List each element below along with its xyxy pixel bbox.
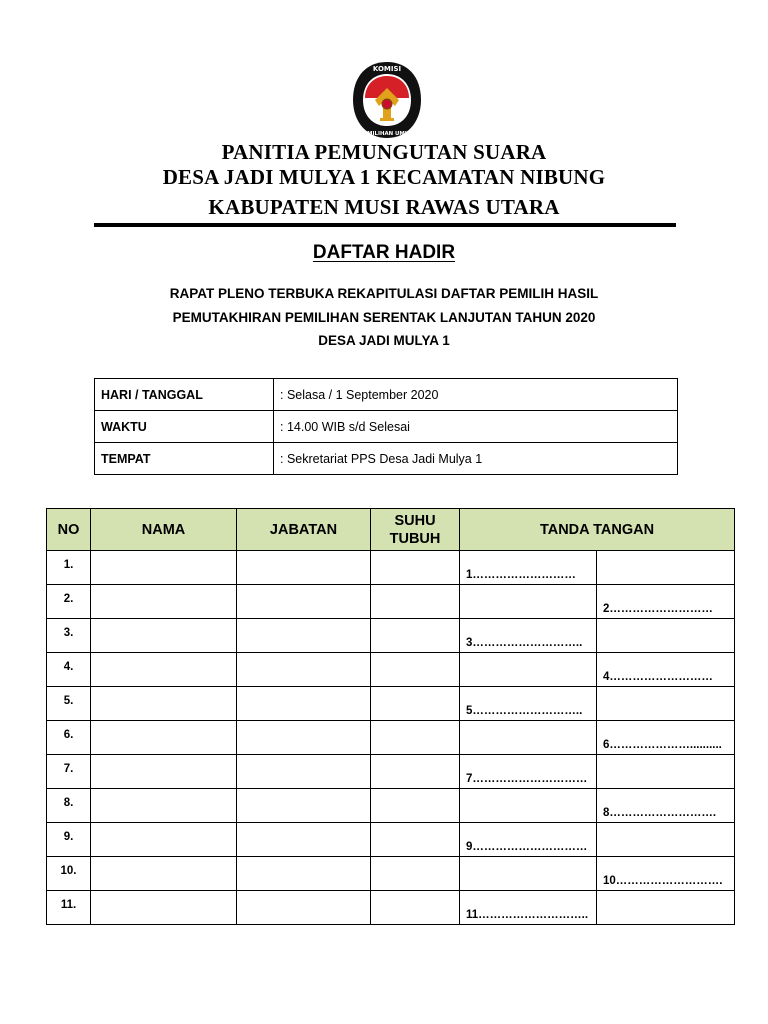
- attendance-row: [47, 619, 735, 653]
- jabatan-cell[interactable]: [237, 551, 371, 585]
- row-number: 11.: [47, 891, 91, 925]
- suhu-cell[interactable]: [371, 619, 460, 653]
- jabatan-cell[interactable]: [237, 789, 371, 823]
- signature-left-cell[interactable]: [460, 585, 597, 619]
- nama-cell[interactable]: [91, 823, 237, 857]
- row-number: 6.: [47, 721, 91, 755]
- row-number: 2.: [47, 585, 91, 619]
- signature-left-cell[interactable]: [460, 857, 597, 891]
- suhu-cell[interactable]: [371, 551, 460, 585]
- info-value: : 14.00 WIB s/d Selesai: [274, 411, 678, 443]
- suhu-cell[interactable]: [371, 687, 460, 721]
- info-value: : Sekretariat PPS Desa Jadi Mulya 1: [274, 443, 678, 475]
- col-header-no: NO: [47, 509, 91, 551]
- signature-right-cell[interactable]: [597, 755, 735, 789]
- signature-right-cell[interactable]: 6…………………..........: [597, 721, 735, 755]
- header-line-2: DESA JADI MULYA 1 KECAMATAN NIBUNG: [162, 165, 606, 189]
- logo-top-text: KOMISI: [372, 65, 402, 73]
- attendance-row: [47, 721, 735, 755]
- signature-right-cell[interactable]: 8……………………….: [597, 789, 735, 823]
- page-title: DAFTAR HADIR: [312, 242, 456, 263]
- attendance-table: [46, 508, 735, 925]
- attendance-row: [47, 857, 735, 891]
- row-number: 7.: [47, 755, 91, 789]
- attendance-row: [47, 891, 735, 925]
- info-label: WAKTU: [95, 411, 274, 443]
- nama-cell[interactable]: [91, 755, 237, 789]
- col-header-tanda-tangan: TANDA TANGAN: [460, 509, 735, 551]
- row-number: 3.: [47, 619, 91, 653]
- jabatan-cell[interactable]: [237, 891, 371, 925]
- subtitle-line-3: DESA JADI MULYA 1: [318, 333, 450, 348]
- attendance-row: [47, 687, 735, 721]
- row-number: 8.: [47, 789, 91, 823]
- suhu-cell[interactable]: [371, 755, 460, 789]
- nama-cell[interactable]: [91, 857, 237, 891]
- nama-cell[interactable]: [91, 585, 237, 619]
- signature-right-cell[interactable]: [597, 619, 735, 653]
- jabatan-cell[interactable]: [237, 721, 371, 755]
- header-line-3: KABUPATEN MUSI RAWAS UTARA: [208, 195, 560, 219]
- jabatan-cell[interactable]: [237, 585, 371, 619]
- row-number: 5.: [47, 687, 91, 721]
- nama-cell[interactable]: [91, 687, 237, 721]
- jabatan-cell[interactable]: [237, 755, 371, 789]
- attendance-row: [47, 653, 735, 687]
- suhu-cell[interactable]: [371, 653, 460, 687]
- signature-left-cell[interactable]: 7…………………………: [460, 755, 597, 789]
- jabatan-cell[interactable]: [237, 619, 371, 653]
- info-value: : Selasa / 1 September 2020: [274, 379, 678, 411]
- jabatan-cell[interactable]: [237, 687, 371, 721]
- row-number: 10.: [47, 857, 91, 891]
- signature-right-cell[interactable]: 2………………………: [597, 585, 735, 619]
- signature-left-cell[interactable]: 3………………………..: [460, 619, 597, 653]
- suhu-cell[interactable]: [371, 857, 460, 891]
- signature-left-cell[interactable]: 9…………………………: [460, 823, 597, 857]
- info-row-time: [95, 411, 678, 443]
- info-label: HARI / TANGGAL: [95, 379, 274, 411]
- attendance-row: [47, 551, 735, 585]
- nama-cell[interactable]: [91, 891, 237, 925]
- jabatan-cell[interactable]: [237, 857, 371, 891]
- info-row-place: [95, 443, 678, 475]
- col-header-suhu: SUHU TUBUH: [371, 509, 460, 551]
- kpu-logo: [349, 60, 425, 140]
- suhu-cell[interactable]: [371, 891, 460, 925]
- attendance-row: [47, 755, 735, 789]
- nama-cell[interactable]: [91, 551, 237, 585]
- signature-right-cell[interactable]: 10……………………….: [597, 857, 735, 891]
- subtitle-line-2: PEMUTAKHIRAN PEMILIHAN SERENTAK LANJUTAN TAHUN 2020: [172, 310, 596, 325]
- suhu-cell[interactable]: [371, 823, 460, 857]
- col-header-nama: NAMA: [91, 509, 237, 551]
- attendance-header-row: [47, 509, 735, 551]
- meeting-info-table: [94, 378, 678, 475]
- jabatan-cell[interactable]: [237, 653, 371, 687]
- suhu-cell[interactable]: [371, 789, 460, 823]
- jabatan-cell[interactable]: [237, 823, 371, 857]
- row-number: 1.: [47, 551, 91, 585]
- attendance-row: [47, 789, 735, 823]
- nama-cell[interactable]: [91, 653, 237, 687]
- logo-bottom-text: PEMILIHAN UMUM: [359, 131, 415, 137]
- signature-right-cell[interactable]: [597, 551, 735, 585]
- signature-left-cell[interactable]: [460, 721, 597, 755]
- signature-left-cell[interactable]: 5………………………..: [460, 687, 597, 721]
- row-number: 4.: [47, 653, 91, 687]
- suhu-cell[interactable]: [371, 721, 460, 755]
- nama-cell[interactable]: [91, 619, 237, 653]
- signature-left-cell[interactable]: [460, 789, 597, 823]
- signature-left-cell[interactable]: [460, 653, 597, 687]
- signature-right-cell[interactable]: [597, 823, 735, 857]
- signature-left-cell[interactable]: 1………………………: [460, 551, 597, 585]
- signature-right-cell[interactable]: [597, 891, 735, 925]
- header-divider: [94, 223, 676, 227]
- suhu-cell[interactable]: [371, 585, 460, 619]
- attendance-row: [47, 585, 735, 619]
- header-line-1: PANITIA PEMUNGUTAN SUARA: [221, 140, 547, 164]
- subtitle-line-1: RAPAT PLENO TERBUKA REKAPITULASI DAFTAR PEMILIH HASIL: [169, 286, 599, 301]
- row-number: 9.: [47, 823, 91, 857]
- signature-right-cell[interactable]: [597, 687, 735, 721]
- signature-right-cell[interactable]: 4………………………: [597, 653, 735, 687]
- attendance-row: [47, 823, 735, 857]
- signature-left-cell[interactable]: 11………………………..: [460, 891, 597, 925]
- info-row-date: [95, 379, 678, 411]
- nama-cell[interactable]: [91, 789, 237, 823]
- info-label: TEMPAT: [95, 443, 274, 475]
- col-header-jabatan: JABATAN: [237, 509, 371, 551]
- nama-cell[interactable]: [91, 721, 237, 755]
